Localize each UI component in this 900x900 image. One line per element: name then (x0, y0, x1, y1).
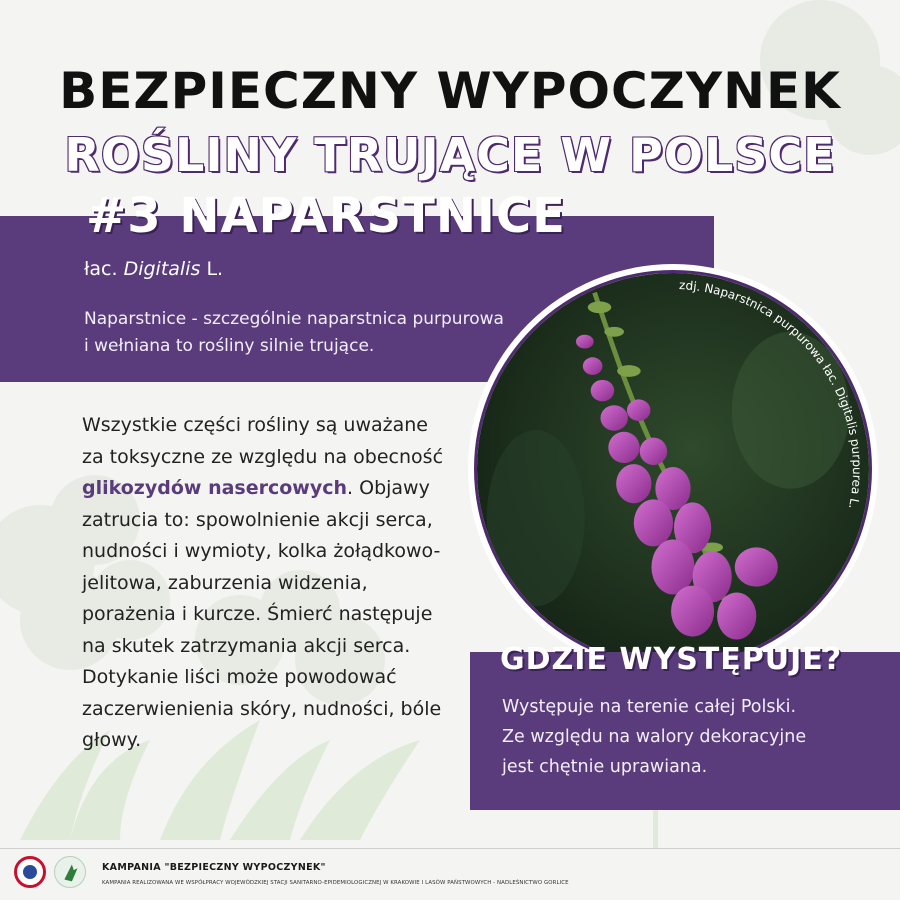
latin-suffix: L. (206, 258, 224, 280)
forestry-logo (54, 856, 86, 888)
description-part-1: Wszystkie części rośliny są uważane za toksyczne ze względu na obecność (82, 414, 444, 468)
latin-name (84, 258, 223, 280)
description-part-2: . Objawy zatrucia to: spowolnienie akcji serca, nudności i wymioty, kolka żołądkowo-jelitowa, zaburzenia widzenia, porażenia i kurcze. Śmierć następuje na skutek zatrzymania akcji serca. Dotykanie liści może powodować zaczerwienienia skóry, nudności, bóle głowy. (82, 477, 442, 751)
intro-line-2: i wełniana to rośliny silnie trujące. (84, 336, 375, 356)
subtitle: ROŚLINY TRUJĄCE W POLSCE (64, 128, 836, 182)
where-line-2: Ze względu na walory dekoracyjne (502, 727, 807, 747)
where-title: GDZIE WYSTĘPUJE? (500, 642, 843, 677)
sanepid-logo (14, 856, 46, 888)
main-title: BEZPIECZNY WYPOCZYNEK (59, 62, 841, 120)
plant-title: #3 NAPARSTNICE (86, 188, 566, 244)
intro-text (84, 306, 544, 360)
footer-divider (0, 848, 900, 849)
footer-title: KAMPANIA "BEZPIECZNY WYPOCZYNEK" (102, 862, 326, 873)
latin-genus: Digitalis (123, 258, 201, 280)
footer-subtitle: KAMPANIA REALIZOWANA WE WSPÓŁPRACY WOJEWÓDZKIEJ STACJI SANITARNO-EPIDEMIOLOGICZNEJ W KRAKOWIE I LASÓW PAŃSTWOWYCH - NADLEŚNICTWO GORLICE (102, 880, 569, 886)
description-text (82, 410, 452, 757)
description-highlight: glikozydów nasercowych (82, 477, 348, 499)
forestry-logo-mark (55, 857, 85, 887)
where-line-3: jest chętnie uprawiana. (502, 757, 708, 777)
latin-prefix: łac. (84, 258, 118, 280)
photo-caption: zdj. Naparstnica purpurowa łac. Digitalis purpurea L. (678, 278, 865, 511)
intro-line-1: Naparstnice - szczególnie naparstnica purpurowa (84, 309, 504, 329)
where-line-1: Występuje na terenie całej Polski. (502, 697, 797, 717)
where-text (502, 692, 882, 782)
